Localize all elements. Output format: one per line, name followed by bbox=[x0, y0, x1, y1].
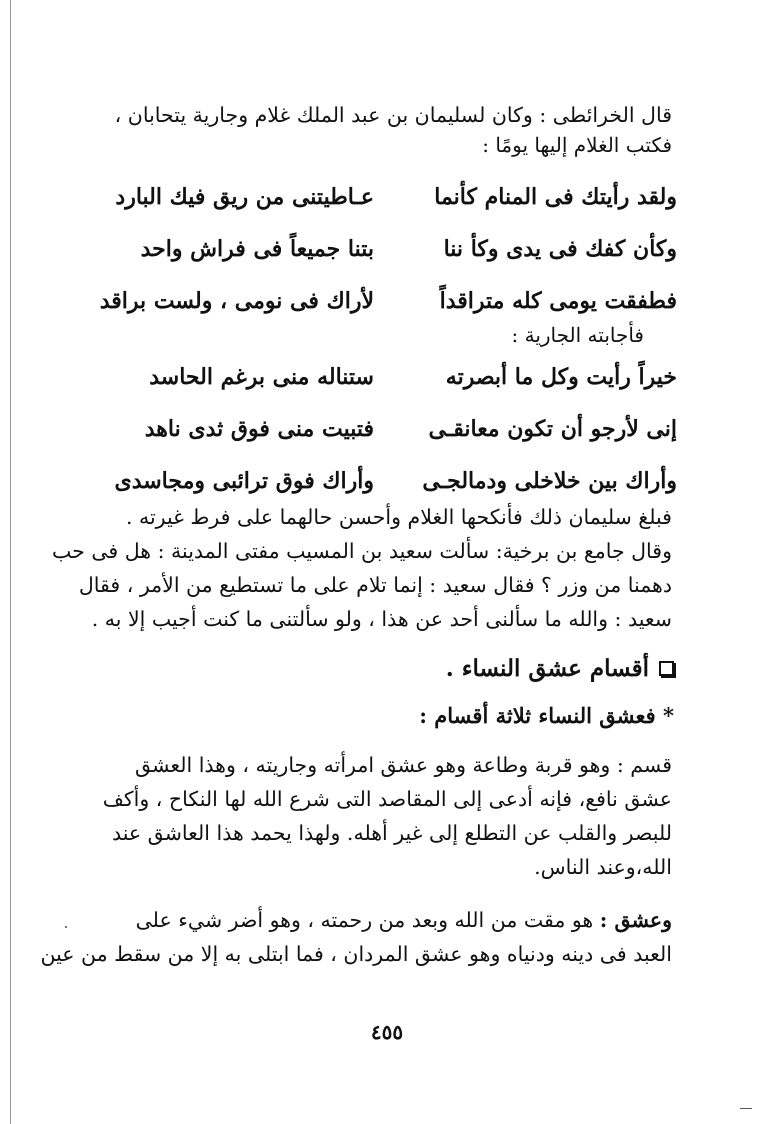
second-kind-paragraph bbox=[40, 903, 672, 971]
text-line: قسم : وهو قربة وطاعة وهو عشق امرأته وجاريته ، وهذا العشق bbox=[134, 753, 672, 777]
text-line: العبد فى دينه ودنياه وهو عشق المردان ، فما ابتلى به إلا من سقط من عين bbox=[40, 942, 672, 966]
scan-mark bbox=[740, 1108, 752, 1109]
verse-first-hemistich: وكأن كفك فى يدى وكأ ننا bbox=[443, 236, 677, 262]
verse-second-hemistich: لأراك فى نومى ، ولست براقد bbox=[99, 288, 374, 314]
verse-first-hemistich: ولقد رأيتك فى المنام كأنما bbox=[434, 184, 677, 210]
poem-first bbox=[99, 184, 677, 340]
text-run: هو مقت من الله وبعد من رحمته ، وهو أضر شيء على bbox=[135, 908, 600, 932]
text-line: وقال جامع بن برخية: سألت سعيد بن المسيب مفتى المدينة : هل فى حب bbox=[52, 539, 672, 563]
intro-line-2: فكتب الغلام إليها يومًا : bbox=[482, 133, 672, 157]
verse-second-hemistich: وأراك فوق ترائبى ومجاسدى bbox=[114, 468, 374, 494]
scan-speck bbox=[65, 926, 67, 928]
page-edge-line bbox=[10, 0, 11, 1124]
poem-verse bbox=[112, 184, 677, 236]
poem-verse bbox=[112, 364, 677, 416]
text-line: فبلغ سليمان ذلك فأنكحها الغلام وأحسن حالهما على فرط غيرته . bbox=[125, 505, 672, 529]
square-bullet-icon bbox=[659, 661, 674, 676]
poem-reply bbox=[112, 364, 677, 520]
intro-paragraph bbox=[112, 98, 672, 132]
text-line: سعيد : والله ما سألنى أحد عن هذا ، ولو سألتنى ما كنت أجيب إلا به . bbox=[91, 607, 672, 631]
verse-first-hemistich: وأراك بين خلاخلى ودمالجـى bbox=[422, 468, 677, 494]
text-line: قال الخرائطى : وكان لسليمان بن عبد الملك غلام وجارية يتحابان ، bbox=[114, 103, 672, 127]
text-line: الله،وعند الناس. bbox=[534, 855, 672, 879]
verse-first-hemistich: خيراً رأيت وكل ما أبصرته bbox=[445, 364, 677, 390]
reply-intro: فأجابته الجارية : bbox=[511, 323, 644, 347]
text-line: عشق نافع، فإنه أدعى إلى المقاصد التى شرع الله لها النكاح ، وأكف bbox=[102, 787, 672, 811]
section-title: أقسام عشق النساء . bbox=[445, 655, 649, 682]
section-heading bbox=[446, 655, 674, 682]
verse-second-hemistich: ستناله منى برغم الحاسد bbox=[149, 364, 374, 390]
verse-first-hemistich: فطفقت يومى كله متراقداً bbox=[439, 288, 677, 314]
text-line bbox=[112, 903, 672, 937]
verse-second-hemistich: بتنا جميعاً فى فراش واحد bbox=[140, 236, 374, 262]
verse-second-hemistich: عـاطيتنى من ريق فيك البارد bbox=[115, 184, 374, 210]
narrative-paragraph bbox=[52, 500, 672, 636]
verse-second-hemistich: فتبيت منى فوق ثدى ناهد bbox=[144, 416, 374, 442]
verse-first-hemistich: إنى لأرجو أن تكون معانقـى bbox=[428, 416, 677, 442]
text-line: دهمنا من وزر ؟ فقال سعيد : إنما تلام على ما تستطيع من الأمر ، فقال bbox=[78, 573, 672, 597]
first-kind-paragraph bbox=[102, 748, 672, 884]
text-line: للبصر والقلب عن التطلع إلى غير أهله. ولهذا يحمد هذا العاشق عند bbox=[111, 821, 672, 845]
term-label: وعشق : bbox=[599, 908, 672, 932]
section-subtitle: * فعشق النساء ثلاثة أقسام : bbox=[419, 703, 674, 728]
page-number: ٤٥٥ bbox=[370, 1020, 404, 1044]
poem-verse bbox=[112, 236, 677, 288]
poem-verse bbox=[112, 416, 677, 468]
